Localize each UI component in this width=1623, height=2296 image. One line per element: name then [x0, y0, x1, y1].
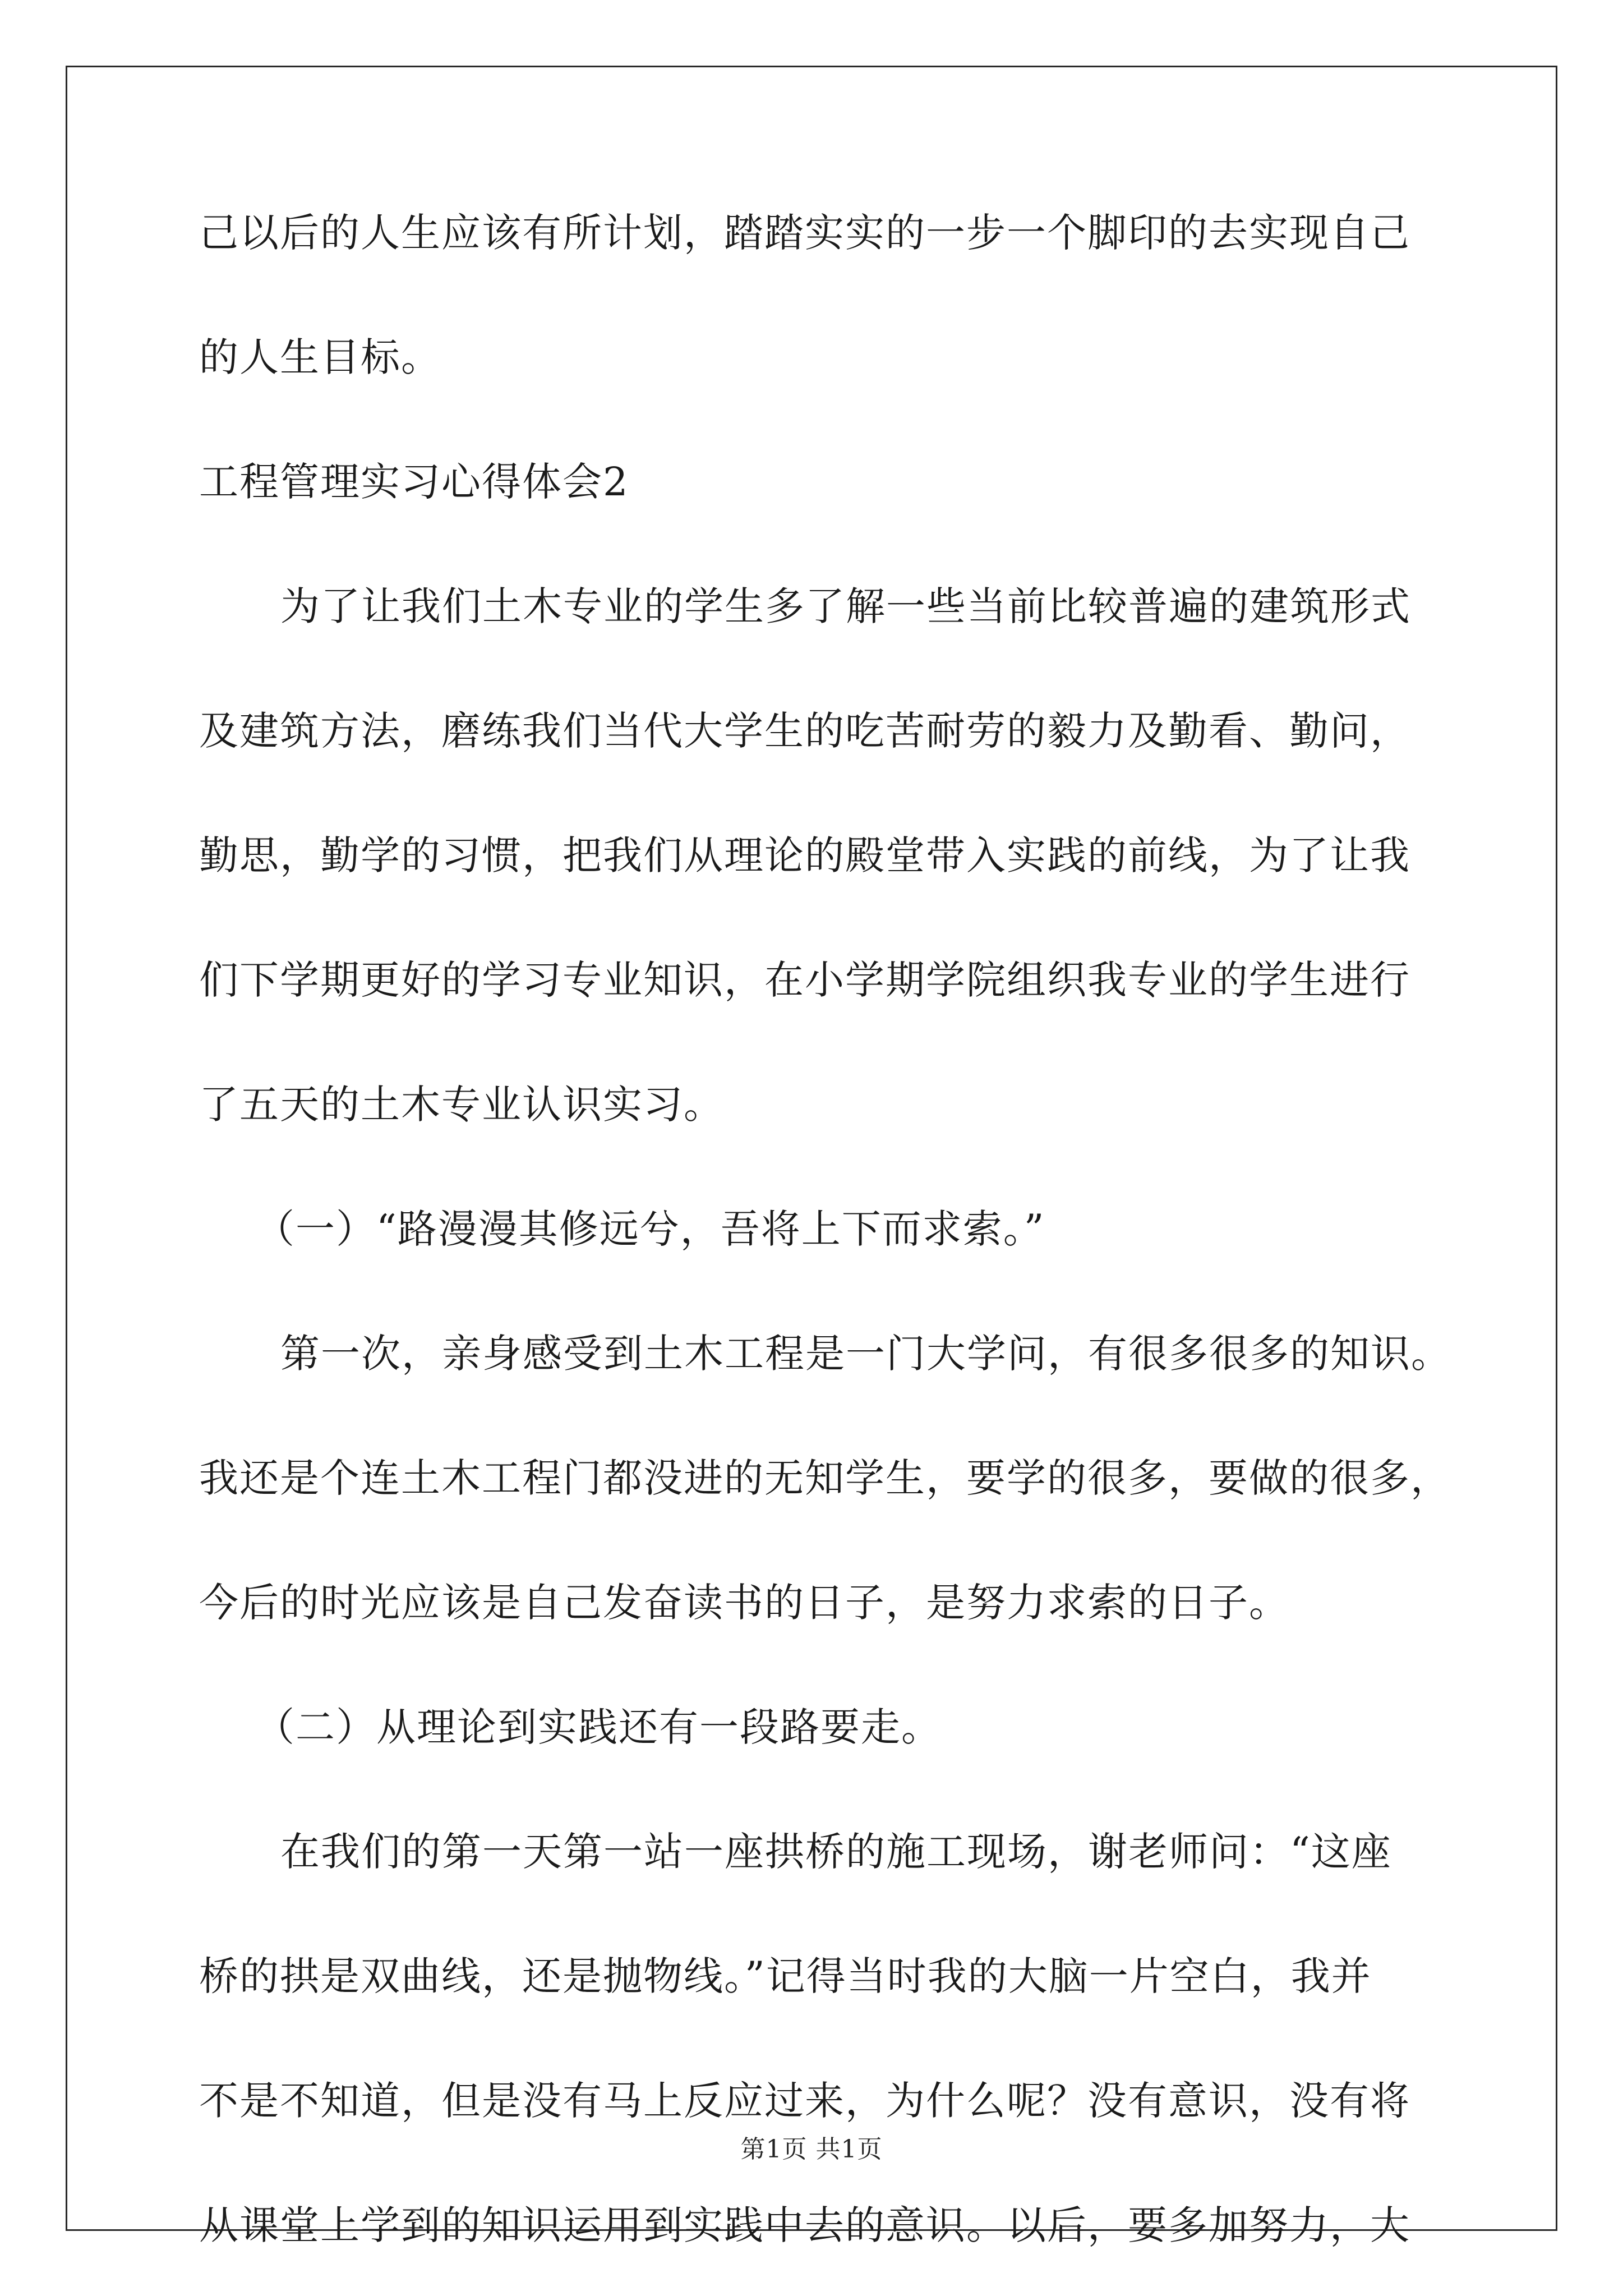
- section-title: 工程管理实习心得体会2: [199, 459, 629, 505]
- text-line: 今后的时光应该是自己发奋读书的日子，是努力求索的日子。: [199, 1580, 1289, 1626]
- text-line: 及建筑方法，磨练我们当代大学生的吃苦耐劳的毅力及勤看、勤问，: [199, 708, 1410, 754]
- page-footer: 第1页 共1页: [740, 2135, 883, 2164]
- text-line: 桥的拱是双曲线，还是抛物线。”记得当时我的大脑一片空白，我并: [199, 1953, 1372, 1999]
- text-line: 从课堂上学到的知识运用到实践中去的意识。以后，要多加努力，大: [199, 2202, 1410, 2248]
- subheading: （一）“路漫漫其修远兮，吾将上下而求索。”: [255, 1206, 1045, 1252]
- paragraph-line: 第一次，亲身感受到土木工程是一门大学问，有很多很多的知识。: [280, 1331, 1451, 1377]
- paragraph-line: 在我们的第一天第一站一座拱桥的施工现场，谢老师问：“这座: [280, 1829, 1392, 1875]
- page-border: [66, 66, 1557, 2231]
- text-line: 了五天的土木专业认识实习。: [199, 1082, 724, 1128]
- text-line: 我还是个连土木工程门都没进的无知学生，要学的很多，要做的很多，: [199, 1455, 1451, 1501]
- paragraph-line: 为了让我们土木专业的学生多了解一些当前比较普遍的建筑形式: [280, 583, 1411, 629]
- text-line: 勤思，勤学的习惯，把我们从理论的殿堂带入实践的前线，为了让我: [199, 832, 1410, 878]
- text-line: 不是不知道，但是没有马上反应过来，为什么呢？没有意识，没有将: [199, 2078, 1410, 2124]
- subheading: （二）从理论到实践还有一段路要走。: [255, 1704, 942, 1750]
- text-line: 们下学期更好的学习专业知识，在小学期学院组织我专业的学生进行: [199, 957, 1410, 1003]
- text-line: 己以后的人生应该有所计划，踏踏实实的一步一个脚印的去实现自己: [199, 210, 1410, 256]
- text-line: 的人生目标。: [199, 334, 441, 380]
